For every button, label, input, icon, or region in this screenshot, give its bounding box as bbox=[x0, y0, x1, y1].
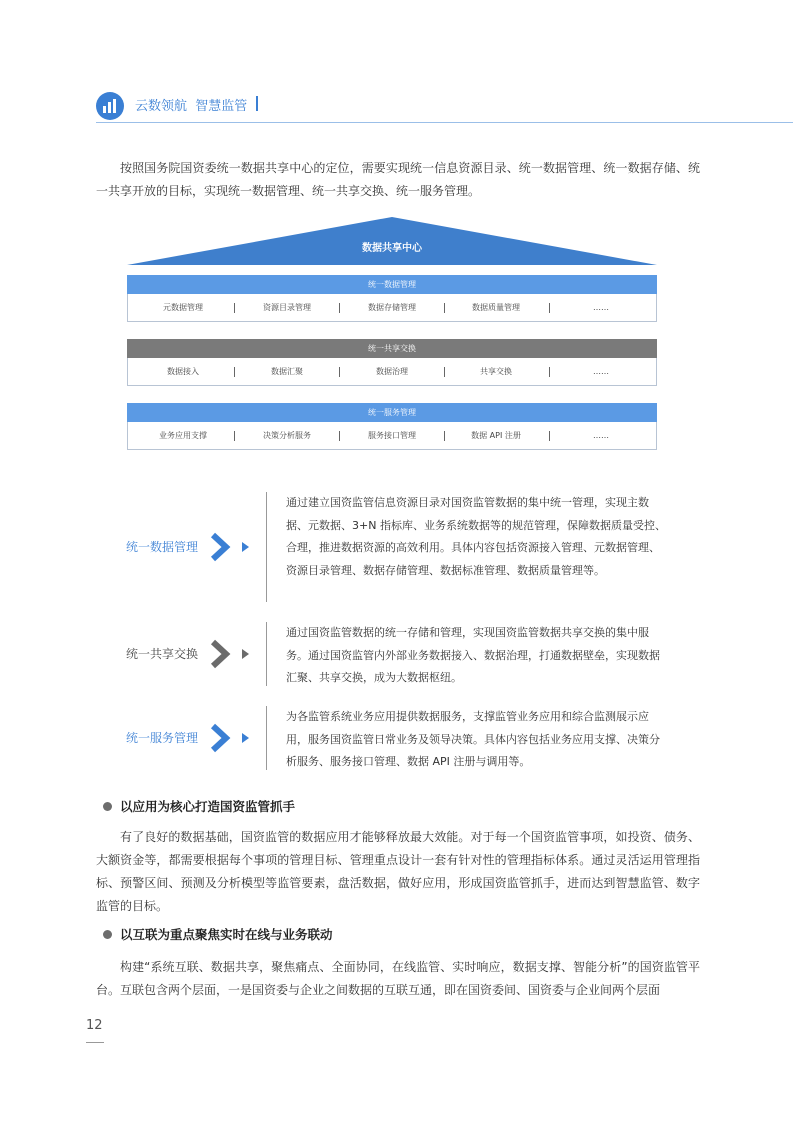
feature-description: 通过建立国资监管信息资源目录对国资监管数据的集中统一管理，实现主数据、元数据、3+N 指标库、业务系统数据等的规范管理，保障数据质量受控、合理，推进数据资源的高效利用。具体内容包括资源接入管理、元数据管理、资源目录管理、数据存储管理、数据标准管理、数据质量管理等。 bbox=[286, 496, 666, 577]
section-heading-text: 以应用为核心打造国资监管抓手 bbox=[120, 799, 296, 814]
chevron-right-icon bbox=[208, 532, 232, 562]
band-item: 数据汇聚 bbox=[271, 367, 303, 376]
band-head-data-management: 统一数据管理 bbox=[127, 275, 657, 294]
data-sharing-diagram bbox=[127, 215, 657, 465]
band-item: 元数据管理 bbox=[163, 303, 203, 312]
band-item: 共享交换 bbox=[480, 367, 512, 376]
band-item: 业务应用支撑 bbox=[159, 431, 207, 440]
header-divider bbox=[256, 96, 258, 111]
band-item: 数据存储管理 bbox=[368, 303, 416, 312]
band-body-data-management bbox=[127, 294, 657, 322]
section-paragraph: 构建“系统互联、数据共享，聚焦痛点、全面协同，在线监管、实时响应，数据支撑、智能分析”的国资监管平台。互联包含两个层面，一是国资委与企业之间数据的互联互通，即在国资委间、国资委与企业间两个层面 bbox=[96, 960, 700, 997]
feature-label: 统一数据管理 bbox=[126, 540, 199, 554]
item-separator bbox=[234, 367, 235, 377]
page-number: 12 bbox=[86, 1018, 103, 1033]
band-item: 服务接口管理 bbox=[368, 431, 416, 440]
roof-label: 数据共享中心 bbox=[362, 243, 422, 254]
vertical-divider bbox=[266, 492, 267, 602]
band-item: 资源目录管理 bbox=[263, 303, 311, 312]
item-separator bbox=[444, 303, 445, 313]
item-separator bbox=[549, 303, 550, 313]
feature-sharing-exchange bbox=[96, 622, 696, 686]
band-item: …… bbox=[593, 367, 609, 376]
feature-service-management bbox=[96, 706, 696, 770]
band-body-service-management bbox=[127, 422, 657, 450]
item-separator bbox=[234, 303, 235, 313]
page-header bbox=[0, 82, 793, 122]
band-item: 决策分析服务 bbox=[263, 431, 311, 440]
vertical-divider bbox=[266, 622, 267, 686]
item-separator bbox=[549, 367, 550, 377]
chevron-right-icon bbox=[208, 723, 232, 753]
band-item: 数据质量管理 bbox=[472, 303, 520, 312]
triangle-pointer-icon bbox=[242, 542, 249, 552]
section-heading bbox=[103, 797, 295, 815]
section-heading-text: 以互联为重点聚焦实时在线与业务联动 bbox=[120, 927, 333, 942]
section-paragraph: 有了良好的数据基础，国资监管的数据应用才能够释放最大效能。对于每一个国资监管事项，如投资、债务、大额资金等，都需要根据每个事项的管理目标、管理重点设计一套有针对性的管理指标体系。通过灵活运用管理指标、预警区间、预测及分析模型等监管要素，盘活数据，做好应用，形成国资监管抓手，进而达到智慧监管、数字监管的目标。 bbox=[96, 830, 700, 913]
band-item: 数据治理 bbox=[376, 367, 408, 376]
item-separator bbox=[339, 431, 340, 441]
bullet-icon bbox=[103, 930, 112, 939]
triangle-pointer-icon bbox=[242, 649, 249, 659]
vertical-divider bbox=[266, 706, 267, 770]
bullet-icon bbox=[103, 802, 112, 811]
band-item: …… bbox=[593, 431, 609, 440]
item-separator bbox=[339, 303, 340, 313]
header-rule bbox=[96, 122, 793, 123]
triangle-pointer-icon bbox=[242, 733, 249, 743]
item-separator bbox=[444, 367, 445, 377]
band-head-sharing-exchange: 统一共享交换 bbox=[127, 339, 657, 358]
intro-paragraph: 按照国务院国资委统一数据共享中心的定位，需要实现统一信息资源目录、统一数据管理、统一数据存储、统一共享开放的目标，实现统一数据管理、统一共享交换、统一服务管理。 bbox=[96, 161, 700, 198]
item-separator bbox=[339, 367, 340, 377]
item-separator bbox=[234, 431, 235, 441]
feature-description: 通过国资监管数据的统一存储和管理，实现国资监管数据共享交换的集中服务。通过国资监管内外部业务数据接入、数据治理，打通数据壁垒，实现数据汇聚、共享交换，成为大数据枢纽。 bbox=[286, 626, 660, 684]
band-body-sharing-exchange bbox=[127, 358, 657, 386]
band-item: …… bbox=[593, 303, 609, 312]
band-item: 数据 API 注册 bbox=[471, 431, 521, 440]
section-heading bbox=[103, 925, 333, 943]
bar-chart-logo-icon bbox=[96, 92, 124, 120]
feature-label: 统一服务管理 bbox=[126, 731, 199, 745]
item-separator bbox=[444, 431, 445, 441]
item-separator bbox=[549, 431, 550, 441]
brand-title: 云数领航 智慧监管 bbox=[135, 99, 248, 114]
band-head-service-management: 统一服务管理 bbox=[127, 403, 657, 422]
chevron-right-icon bbox=[208, 639, 232, 669]
feature-label: 统一共享交换 bbox=[126, 647, 199, 661]
feature-data-management bbox=[96, 492, 696, 602]
feature-description: 为各监管系统业务应用提供数据服务，支撑监管业务应用和综合监测展示应用，服务国资监管日常业务及领导决策。具体内容包括业务应用支撑、决策分析服务、服务接口管理、数据 API 注册与调用等。 bbox=[286, 710, 660, 768]
page-number-rule bbox=[86, 1042, 104, 1043]
band-item: 数据接入 bbox=[167, 367, 199, 376]
